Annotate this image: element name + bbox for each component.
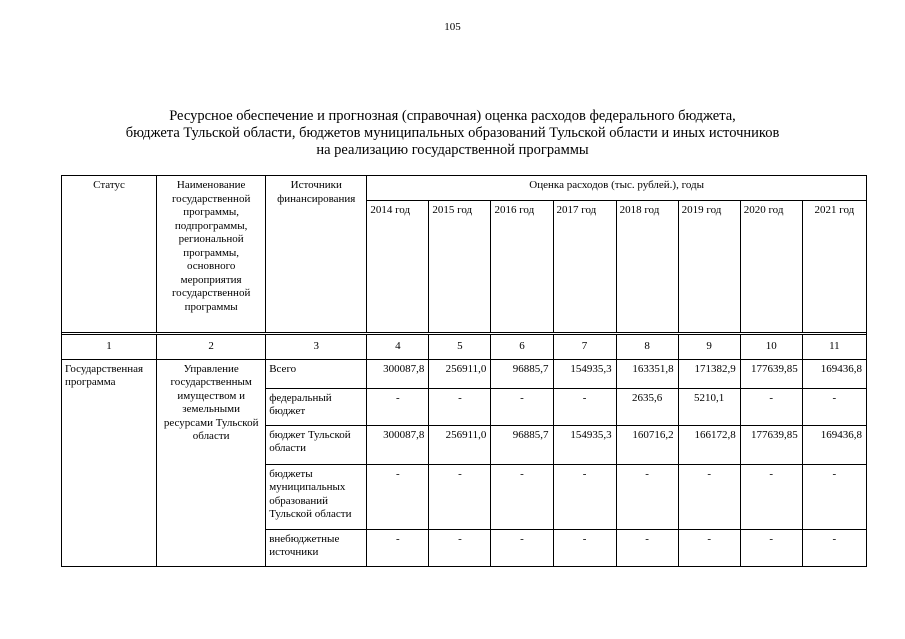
heading-line-2: бюджета Тульской области, бюджетов муниципальных образований Тульской области и иных источников xyxy=(125,125,780,141)
value-cell: 163351,8 xyxy=(616,359,678,388)
source-cell: Всего xyxy=(266,359,367,388)
column-index: 10 xyxy=(740,335,802,360)
column-index: 3 xyxy=(266,335,367,360)
program-name-cell: Управление государственным имуществом и земельными ресурсами Тульской области xyxy=(157,359,266,566)
value-cell: - xyxy=(553,388,616,425)
column-index: 11 xyxy=(802,335,866,360)
column-index: 7 xyxy=(553,335,616,360)
header-year: 2015 год xyxy=(429,201,491,333)
value-cell: - xyxy=(491,529,553,566)
header-name: Наименование государственной программы, подпрограммы, региональной программы, основного мероприятия государственной программы xyxy=(157,176,266,333)
value-cell: 96885,7 xyxy=(491,359,553,388)
heading-line-3: на реализацию государственной программы xyxy=(316,142,589,158)
value-cell: 2635,6 xyxy=(616,388,678,425)
value-cell: - xyxy=(616,529,678,566)
value-cell: - xyxy=(367,529,429,566)
header-sources: Источники финансирования xyxy=(266,176,367,333)
value-cell: - xyxy=(740,388,802,425)
value-cell: - xyxy=(553,464,616,529)
header-year: 2021 год xyxy=(802,201,866,333)
value-cell: 177639,85 xyxy=(740,425,802,464)
value-cell: - xyxy=(367,388,429,425)
column-index: 6 xyxy=(491,335,553,360)
value-cell: 169436,8 xyxy=(802,425,866,464)
value-cell: 96885,7 xyxy=(491,425,553,464)
header-status: Статус xyxy=(62,176,157,333)
source-cell: бюджет Тульской области xyxy=(266,425,367,464)
header-year: 2016 год xyxy=(491,201,553,333)
budget-table xyxy=(61,175,867,567)
header-year: 2018 год xyxy=(616,201,678,333)
value-cell: 256911,0 xyxy=(429,359,491,388)
source-cell: бюджеты муниципальных образований Тульской области xyxy=(266,464,367,529)
header-estimate: Оценка расходов (тыс. рублей.), годы xyxy=(367,176,867,201)
value-cell: 256911,0 xyxy=(429,425,491,464)
column-index: 9 xyxy=(678,335,740,360)
column-index-row xyxy=(62,335,867,360)
page-number: 105 xyxy=(444,21,461,33)
value-cell: - xyxy=(491,464,553,529)
column-index: 4 xyxy=(367,335,429,360)
value-cell: 300087,8 xyxy=(367,359,429,388)
value-cell: 171382,9 xyxy=(678,359,740,388)
header-year: 2020 год xyxy=(740,201,802,333)
column-index: 1 xyxy=(62,335,157,360)
column-index: 8 xyxy=(616,335,678,360)
value-cell: - xyxy=(678,464,740,529)
header-year: 2019 год xyxy=(678,201,740,333)
document-heading xyxy=(0,108,905,159)
value-cell: 177639,85 xyxy=(740,359,802,388)
header-row xyxy=(62,176,867,201)
value-cell: 300087,8 xyxy=(367,425,429,464)
value-cell: - xyxy=(491,388,553,425)
source-cell: федеральный бюджет xyxy=(266,388,367,425)
table-row xyxy=(62,359,867,388)
value-cell: - xyxy=(429,464,491,529)
value-cell: - xyxy=(802,464,866,529)
value-cell: 160716,2 xyxy=(616,425,678,464)
value-cell: - xyxy=(429,529,491,566)
column-index: 5 xyxy=(429,335,491,360)
value-cell: - xyxy=(740,464,802,529)
value-cell: - xyxy=(616,464,678,529)
value-cell: - xyxy=(740,529,802,566)
heading-line-1: Ресурсное обеспечение и прогнозная (справочная) оценка расходов федерального бюджета, xyxy=(169,108,736,124)
value-cell: 154935,3 xyxy=(553,425,616,464)
value-cell: - xyxy=(429,388,491,425)
value-cell: 154935,3 xyxy=(553,359,616,388)
value-cell: 169436,8 xyxy=(802,359,866,388)
value-cell: 166172,8 xyxy=(678,425,740,464)
column-index: 2 xyxy=(157,335,266,360)
value-cell: - xyxy=(802,388,866,425)
program-status-cell: Государственная программа xyxy=(62,359,157,566)
value-cell: 5210,1 xyxy=(678,388,740,425)
value-cell: - xyxy=(802,529,866,566)
value-cell: - xyxy=(678,529,740,566)
header-year: 2017 год xyxy=(553,201,616,333)
value-cell: - xyxy=(553,529,616,566)
value-cell: - xyxy=(367,464,429,529)
source-cell: внебюджетные источники xyxy=(266,529,367,566)
header-year: 2014 год xyxy=(367,201,429,333)
